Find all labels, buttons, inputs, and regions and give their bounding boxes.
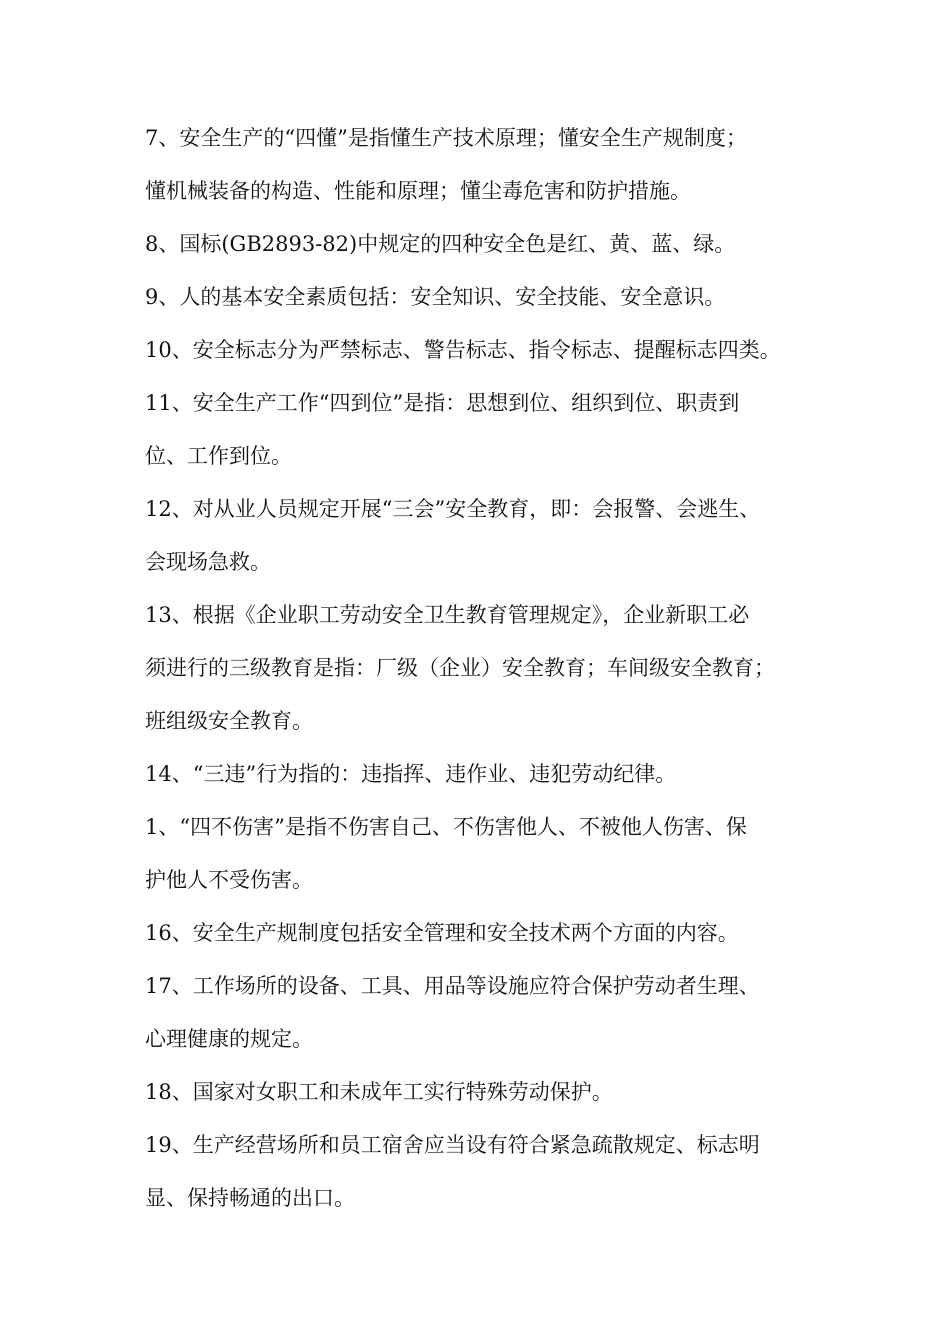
text-line: 19、生产经营场所和员工宿舍应当设有符合紧急疏散规定、标志明 — [145, 1133, 760, 1157]
text-line: 18、国家对女职工和未成年工实行特殊劳动保护。 — [145, 1080, 613, 1104]
text-line: 位、工作到位。 — [145, 444, 292, 468]
text-line: 10、安全标志分为严禁标志、警告标志、指令标志、提醒标志四类。 — [145, 338, 781, 362]
text-line: 7、安全生产的“四懂”是指懂生产技术原理；懂安全生产规制度； — [145, 126, 747, 150]
document-body — [145, 112, 835, 1225]
text-line: 会现场急救。 — [145, 550, 271, 574]
text-line: 心理健康的规定。 — [145, 1027, 313, 1051]
text-line: 懂机械装备的构造、性能和原理；懂尘毒危害和防护措施。 — [145, 179, 691, 203]
text-line: 14、“三违”行为指的：违指挥、违作业、违犯劳动纪律。 — [145, 762, 677, 786]
text-line: 须进行的三级教育是指：厂级（企业）安全教育；车间级安全教育； — [145, 656, 775, 680]
text-line: 16、安全生产规制度包括安全管理和安全技术两个方面的内容。 — [145, 921, 739, 945]
text-line: 13、根据《企业职工劳动安全卫生教育管理规定》，企业新职工必 — [145, 603, 750, 627]
text-line: 班组级安全教育。 — [145, 709, 313, 733]
text-line: 1、“四不伤害”是指不伤害自己、不伤害他人、不被他人伤害、保 — [145, 815, 747, 839]
text-line: 12、对从业人员规定开展“三会”安全教育，即：会报警、会逃生、 — [145, 497, 761, 521]
text-line: 显、保持畅通的出口。 — [145, 1186, 355, 1210]
text-line: 8、国标(GB2893-82)中规定的四种安全色是红、黄、蓝、绿。 — [145, 232, 736, 256]
text-line: 9、人的基本安全素质包括：安全知识、安全技能、安全意识。 — [145, 285, 726, 309]
text-line: 护他人不受伤害。 — [145, 868, 313, 892]
text-line: 11、安全生产工作“四到位”是指：思想到位、组织到位、职责到 — [145, 391, 740, 415]
text-line: 17、工作场所的设备、工具、用品等设施应符合保护劳动者生理、 — [145, 974, 760, 998]
